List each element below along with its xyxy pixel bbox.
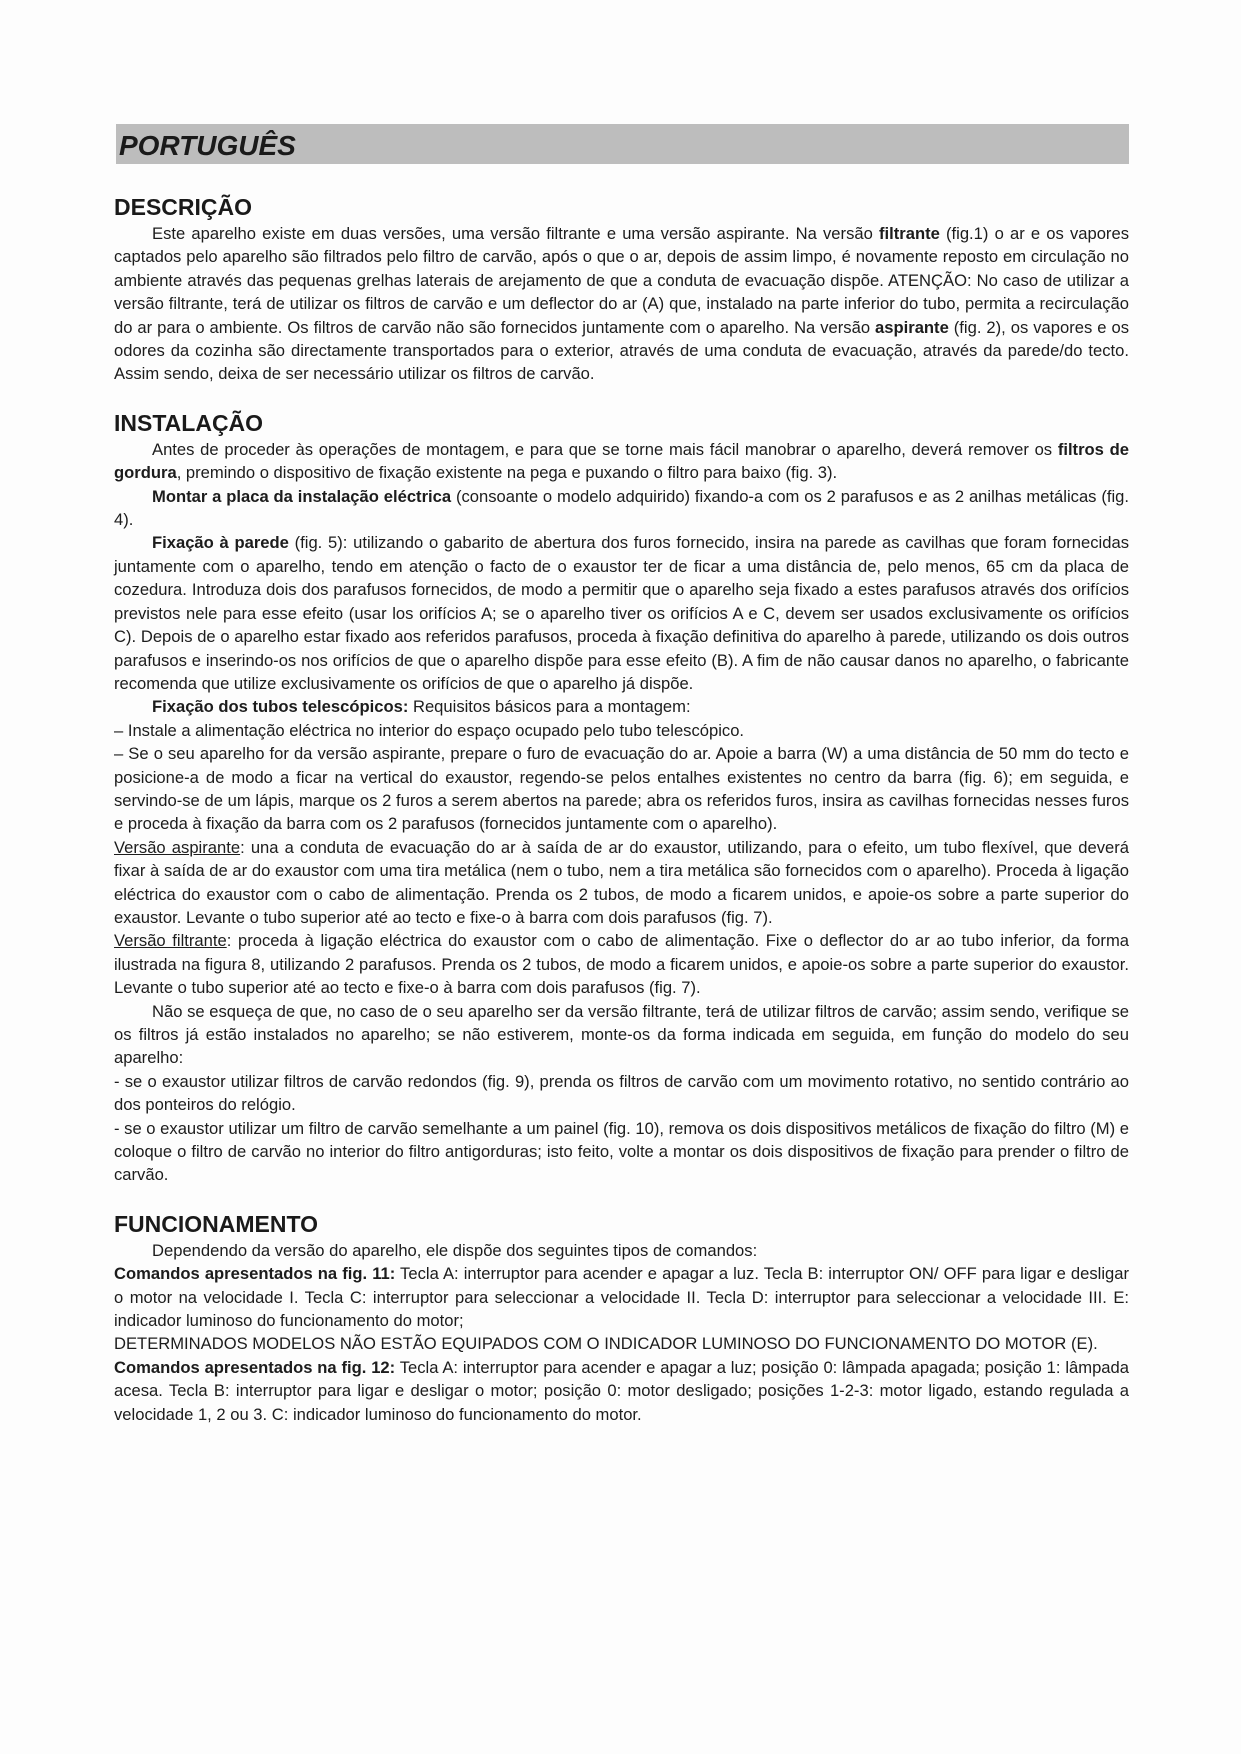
paragraph-instalacao-8 [114, 929, 1129, 999]
text-span: Tecla A: interruptor para acender e apagar a luz; posição 0: lâmpada apagada; posição 1: lâmpada acesa. Tecla B: interruptor para ligar e desligar o motor; posição 0: motor desligado; posições 1-2-3: motor ligado, estando regulada a velocidade 1, 2 ou 3. C: indicador luminoso do funcionamento do motor. [114, 1357, 1129, 1424]
paragraph-instalacao-1 [114, 438, 1129, 485]
paragraph-instalacao-7 [114, 836, 1129, 930]
text-span: Este aparelho existe em duas versões, uma versão filtrante e uma versão aspirante. Na versão [152, 224, 879, 243]
paragraph-funcionamento-3: DETERMINADOS MODELOS NÃO ESTÃO EQUIPADOS COM O INDICADOR LUMINOSO DO FUNCIONAMENTO DO MOTOR (E). [114, 1334, 1098, 1354]
underlined-term: Versão filtrante [114, 931, 227, 951]
text-span: Requisitos básicos para a montagem: [408, 697, 691, 717]
text-span: (fig. 5): utilizando o gabarito de abertura dos furos fornecido, insira na parede as cavilhas que foram fornecidas juntamente com o aparelho, tendo em atenção o facto de o exaustor ter de ficar a uma distância de, pelo menos, 65 cm da placa de cozedura. Introduza dois dos parafusos fornecidos, de modo a permitir que o aparelho seja fixado a estes parafusos através dos orifícios previstos nele para esse efeito (usar los orifícios A; se o aparelho tiver os orifícios A e C, devem ser usados exclusivamente os orifícios C). Depois de o aparelho estar fixado aos referidos parafusos, proceda à fixação definitiva do aparelho à parede, utilizando os dois outros parafusos e inserindo-os nos orifícios de que o aparelho dispõe para esse efeito (B). A fim de não causar danos no aparelho, o fabricante recomenda que utilize exclusivamente os orifícios de que o aparelho já dispõe. [114, 533, 1130, 693]
paragraph-instalacao-11: - se o exaustor utilizar um filtro de carvão semelhante a um painel (fig. 10), remova os dois dispositivos metálicos de fixação do filtro (M) e coloque o filtro de carvão no interior do filtro antigorduras; isto feito, volte a montar os dois dispositivos de fixação para prender o filtro de carvão. [114, 1118, 1129, 1185]
bold-term: Comandos apresentados na fig. 12: [114, 1357, 396, 1377]
paragraph-funcionamento-4 [114, 1356, 1129, 1426]
text-span: (fig. 2), os vapores e os odores da cozinha são directamente transportados para o exterior, através de uma conduta de evacuação, através da parede/do tecto. Assim sendo, deixa de ser necessário utilizar os filtros de carvão. [114, 317, 1129, 384]
paragraph-instalacao-2 [114, 485, 1129, 532]
paragraph-instalacao-6: – Se o seu aparelho for da versão aspirante, prepare o furo de evacuação do ar. Apoie a barra (W) a uma distância de 50 mm do tecto e posicione-a de modo a ficar na vertical do exaustor, regendo-se pelos entalhes existentes no centro da barra (fig. 6); em seguida, e servindo-se de um lápis, marque os 2 furos a serem abertos na parede; abra os referidos furos, insira as cavilhas fornecidas nesses furos e proceda à fixação da barra com os 2 parafusos (fornecidos juntamente com o aparelho). [114, 744, 1129, 834]
paragraph-instalacao-10: - se o exaustor utilizar filtros de carvão redondos (fig. 9), prenda os filtros de carvão com um movimento rotativo, no sentido contrário ao dos ponteiros do relógio. [114, 1071, 1129, 1115]
paragraph-instalacao-3 [114, 531, 1129, 695]
bold-term: Montar a placa da instalação eléctrica [152, 486, 452, 506]
paragraph-descricao [114, 222, 1129, 386]
bold-term-aspirante: aspirante [875, 317, 949, 337]
text-span: (consoante o modelo adquirido) fixando-a com os 2 parafusos e as 2 anilhas metálicas (fig. 4). [114, 486, 1129, 530]
section-title-funcionamento: FUNCIONAMENTO [114, 1210, 319, 1237]
bold-term-filtrante: filtrante [878, 224, 940, 243]
section-title-instalacao: INSTALAÇÃO [114, 409, 264, 436]
section-title-descricao: DESCRIÇÃO [114, 194, 253, 220]
text-span: Tecla A: interruptor para acender e apagar a luz. Tecla B: interruptor ON/ OFF para ligar e desligar o motor na velocidade I. Tecla C: interruptor para seleccionar a velocidade II. Tecla D: interruptor para seleccionar a velocidade III. E: indicador luminoso do funcionamento do motor; [114, 1264, 1129, 1331]
paragraph-funcionamento-1: Dependendo da versão do aparelho, ele dispõe dos seguintes tipos de comandos: [152, 1240, 758, 1260]
document-page [114, 124, 1129, 1426]
text-span: Antes de proceder às operações de montagem, e para que se torne mais fácil manobrar o aparelho, deverá remover os [152, 439, 1058, 459]
bold-term: filtros de gordura [114, 439, 1129, 483]
bold-term: Fixação à parede [152, 533, 289, 553]
text-span: : proceda à ligação eléctrica do exaustor com o cabo de alimentação. Fixe o deflector do ar ao tubo inferior, da forma ilustrada na figura 8, utilizando 2 parafusos. Prenda os 2 tubos, de modo a ficarem unidos, e apoie-os sobre a parte superior do exaustor. Levante o tubo superior até ao tecto e fixe-o à barra com dois parafusos (fig. 7). [114, 931, 1129, 998]
bold-term: Comandos apresentados na fig. 11: [114, 1264, 396, 1284]
paragraph-instalacao-9: Não se esqueça de que, no caso de o seu aparelho ser da versão filtrante, terá de utilizar filtros de carvão; assim sendo, verifique se os filtros já estão instalados no aparelho; se não estiverem, monte-os da forma indicada em seguida, em função do modelo do seu aparelho: [114, 1001, 1129, 1068]
language-header-bar [116, 124, 1129, 164]
paragraph-funcionamento-2 [114, 1262, 1129, 1332]
underlined-term: Versão aspirante [114, 837, 241, 857]
language-title: PORTUGUÊS [119, 130, 296, 161]
paragraph-instalacao-4 [114, 695, 1129, 718]
text-span: , premindo o dispositivo de fixação existente na pega e puxando o filtro para baixo (fig. 3). [176, 463, 838, 483]
bold-term: Fixação dos tubos telescópicos: [152, 697, 409, 717]
paragraph-instalacao-5: – Instale a alimentação eléctrica no interior do espaço ocupado pelo tubo telescópico. [114, 720, 745, 740]
text-span: (fig.1) o ar e os vapores captados pelo aparelho são filtrados pelo filtro de carvão, após o que o ar, depois de assim limpo, é novamente reposto em circulação no ambiente através das pequenas grelhas laterais de arejamento de que a conduta de evacuação dispõe. ATENÇÃO: No caso de utilizar a versão filtrante, terá de utilizar os filtros de carvão e um deflector do ar (A) que, instalado na parte inferior do tubo, permita a recirculação do ar para o ambiente. Os filtros de carvão não são fornecidos juntamente com o aparelho. Na versão [114, 224, 1129, 337]
text-span: : una a conduta de evacuação do ar à saída de ar do exaustor, utilizando, para o efeito, um tubo flexível, que deverá fixar à saída de ar do exaustor com uma tira metálica (nem o tubo, nem a tira metálica são fornecidos com o aparelho). Proceda à ligação eléctrica do exaustor com o cabo de alimentação. Prenda os 2 tubos, de modo a ficarem unidos, e apoie-os sobre a parte superior do exaustor. Levante o tubo superior até ao tecto e fixe-o à barra com dois parafusos (fig. 7). [114, 837, 1129, 927]
